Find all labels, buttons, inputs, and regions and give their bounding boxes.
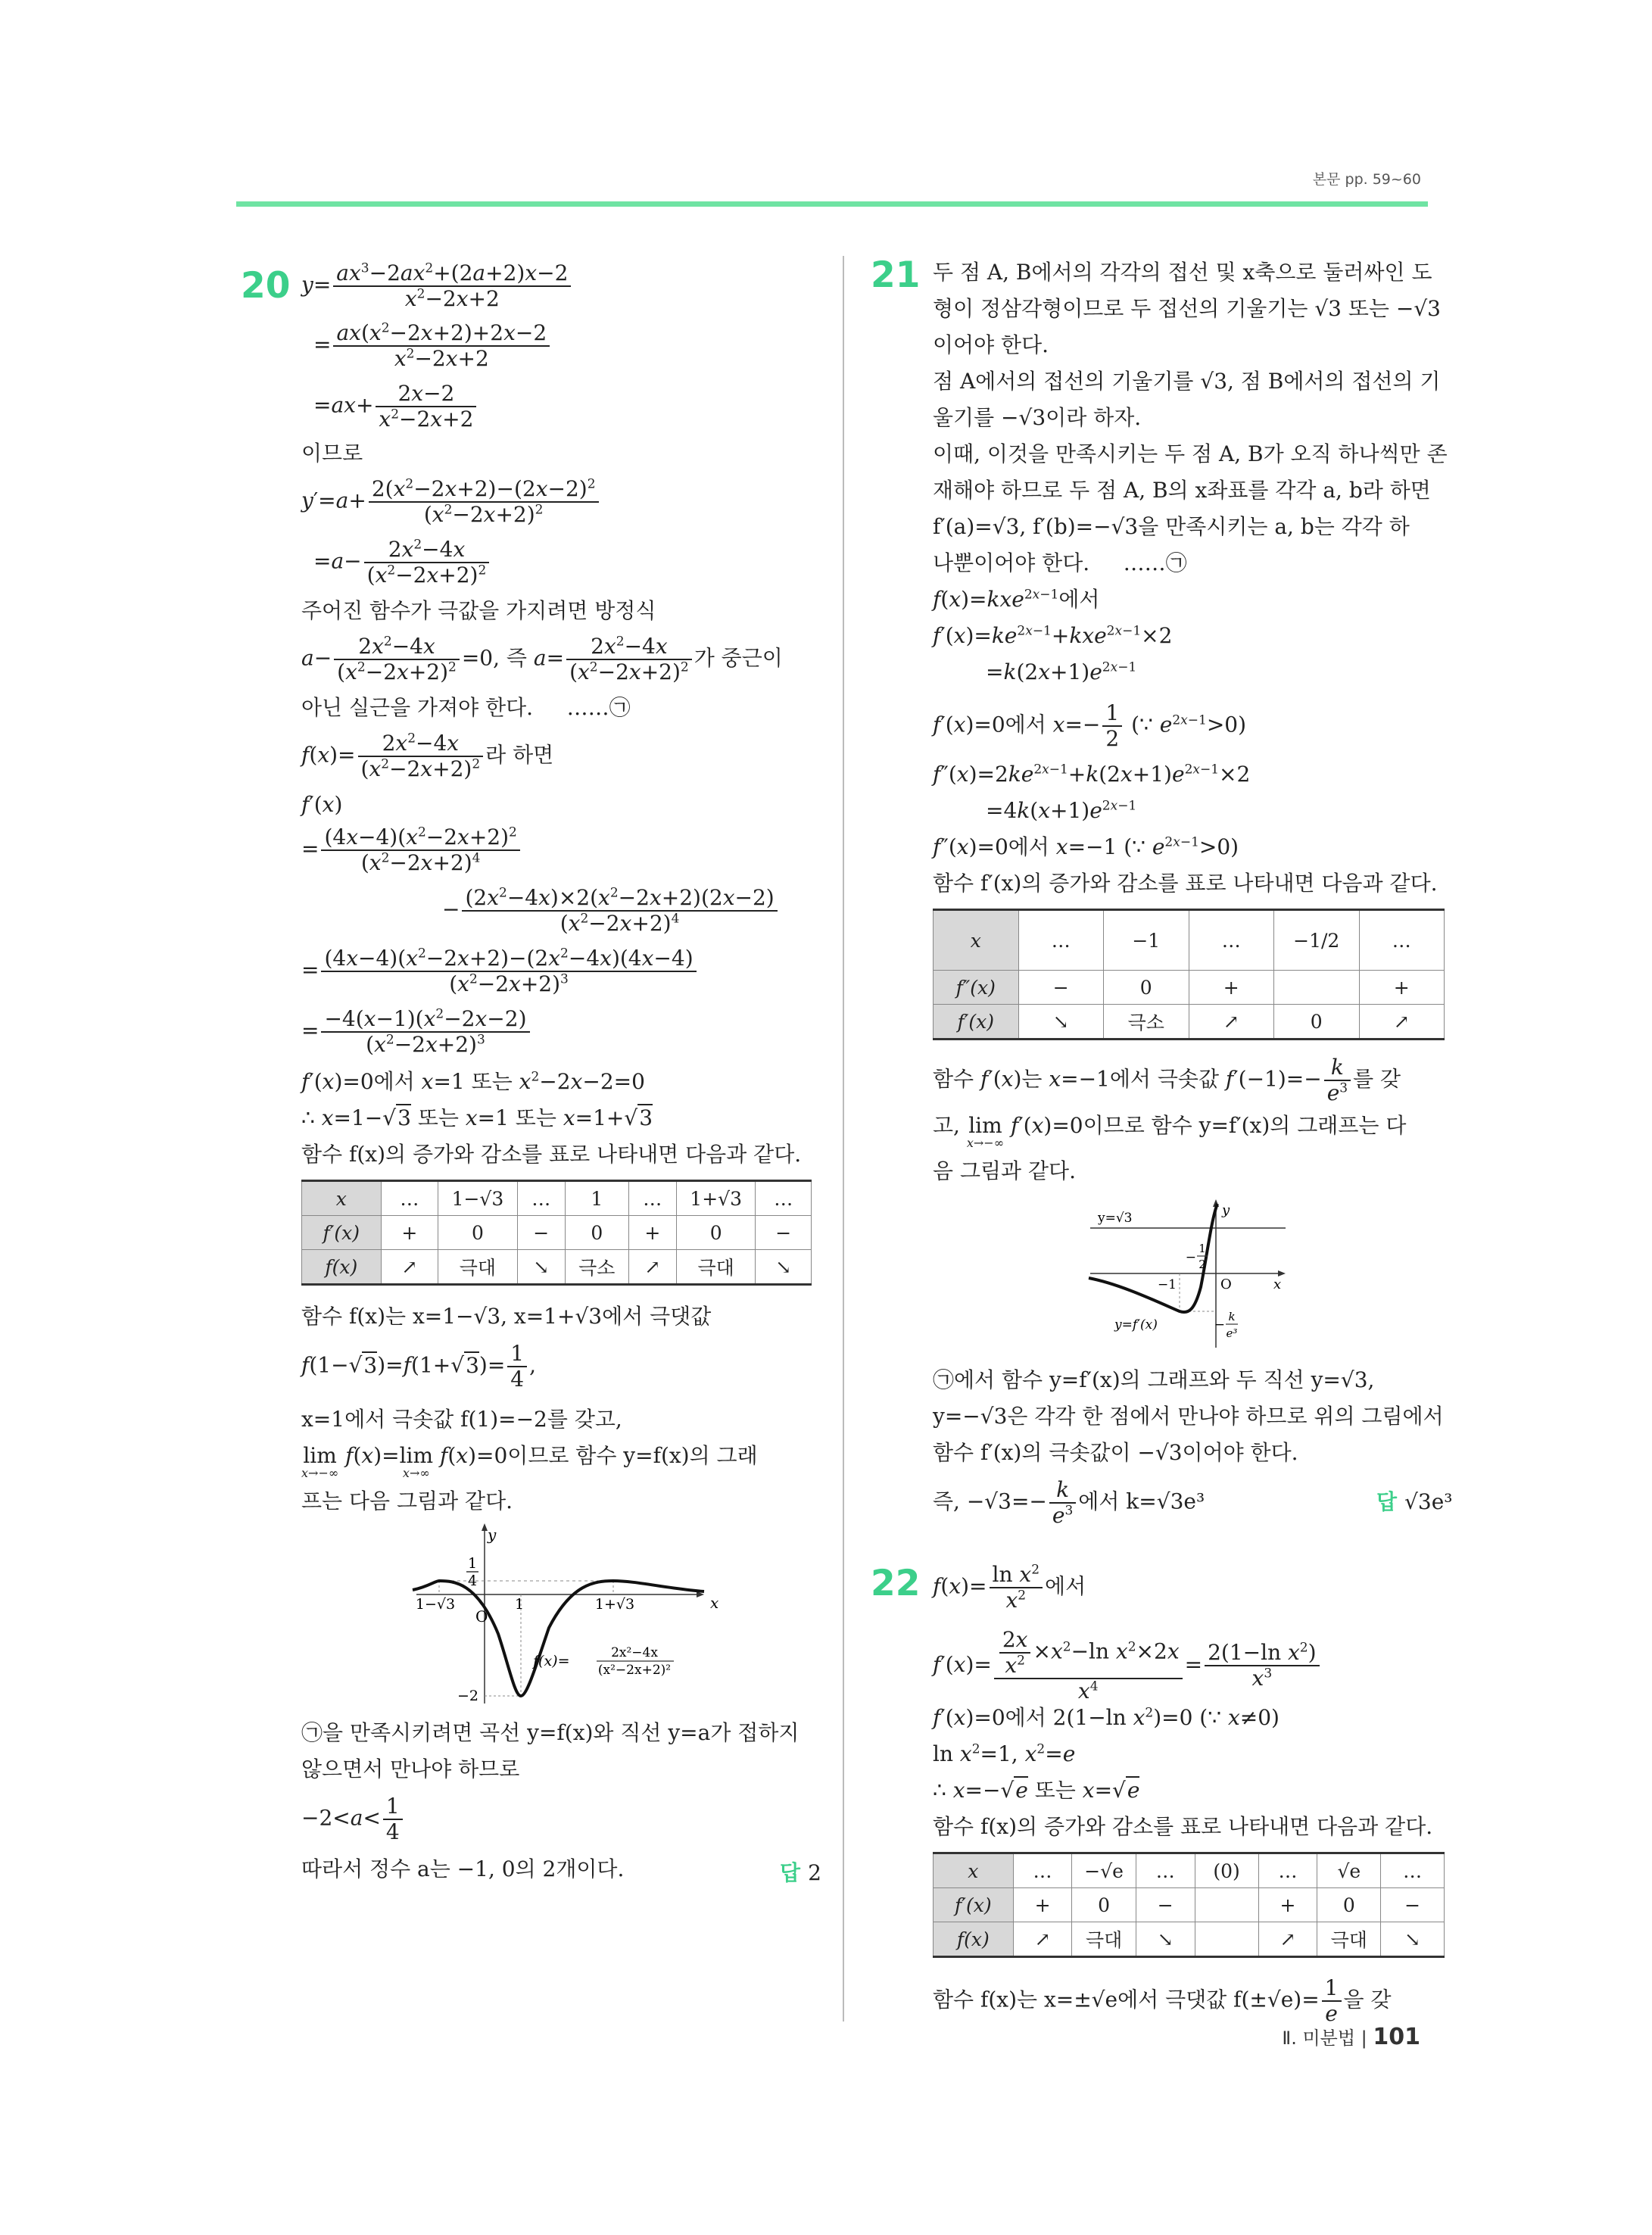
line-label: y=√3 xyxy=(1098,1211,1133,1226)
p20-text-fragment: 이므로 함수 y=f(x)의 그래 xyxy=(507,1443,758,1468)
table-cell: 극대 xyxy=(1072,1922,1136,1957)
y-tick-denominator: 4 xyxy=(467,1573,478,1589)
table-cell: … xyxy=(1359,910,1445,971)
p21-text-line: 음 그림과 같다. xyxy=(933,1158,1076,1183)
table-cell: ↗ xyxy=(1013,1922,1072,1957)
p21-eq7: f″(x)=0에서 x=−1 (∵ $e^{2x-1}>0$) xyxy=(933,834,1239,859)
table-cell xyxy=(1195,1888,1258,1922)
p20-eq8: f′(x) xyxy=(301,792,343,817)
x-axis-label: x xyxy=(710,1594,719,1612)
x-tick-neg1: −1 xyxy=(1157,1277,1177,1292)
p20-text-line: 함수 f(x)는 x=1−√3, x=1+√3에서 극댓값 xyxy=(301,1304,712,1329)
p20-text-line: 주어진 함수가 극값을 가지려면 방정식 xyxy=(301,598,656,623)
p21-text-line: 재해야 하므로 두 점 A, B의 x좌표를 각각 a, b라 하면 xyxy=(933,478,1431,503)
table-cell: … xyxy=(1013,1853,1072,1888)
column-divider xyxy=(843,256,844,2021)
p20-text-fragment: , 즉 xyxy=(493,645,527,671)
table-cell: ↘ xyxy=(1381,1922,1445,1957)
p21-eq8: 함수 f′(x)는 x=−1에서 극솟값 f′(−1)=− $\frac{k}{e^3}$ 를 갖 xyxy=(933,1055,1401,1106)
p20-text-fragment: 에서 xyxy=(373,1069,415,1094)
table-cell: … xyxy=(756,1181,812,1216)
p22-text-line: 함수 f(x)의 증가와 감소를 표로 나타내면 다음과 같다. xyxy=(933,1814,1433,1839)
p20-eq13: f′(x)=0에서 x=1 또는 $x^2-2x-2=0$ xyxy=(301,1069,645,1094)
p20-variation-table xyxy=(301,1180,812,1286)
table-cell: 0 xyxy=(676,1216,756,1250)
p21-text-line: 함수 f′(x)의 증가와 감소를 표로 나타내면 다음과 같다. xyxy=(933,871,1438,896)
p21-text-fragment: 에서 k=√3e³ xyxy=(1078,1488,1205,1514)
p22-eq6: 함수 f(x)는 x=±√e에서 극댓값 f(±√e)= $\frac{1}{e}$ 을 갖 xyxy=(933,1975,1392,2027)
table-cell: 0 xyxy=(1317,1888,1381,1922)
p20-eq15: f(1−√3)=f(1+√3)= $\frac{1}{4}$ , xyxy=(301,1341,537,1392)
p21-text-line: f′(a)=√3, f′(b)=−√3을 만족시키는 a, b는 각각 하 xyxy=(933,514,1410,539)
p22-eq4: $\ln x^2=1$, $x^2=e$ xyxy=(933,1741,1076,1766)
table-cell: + xyxy=(1013,1888,1072,1922)
y-axis-arrow-icon xyxy=(482,1523,488,1531)
table-cell: √e xyxy=(1317,1853,1381,1888)
p20-eq12: = $\frac{-4(x-1)(x^2-2x-2)}{(x^2-2x+2)^3}$ xyxy=(301,1007,532,1057)
p22-variation-table xyxy=(933,1852,1445,1958)
table-cell: ↘ xyxy=(517,1250,565,1285)
p21-text-fragment: 를 갖 xyxy=(1353,1066,1401,1092)
table-cell: − xyxy=(1136,1888,1195,1922)
p21-text-line: 이때, 이것을 만족시키는 두 점 A, B가 오직 하나씩만 존 xyxy=(933,441,1448,466)
table-cell: f′(x) xyxy=(302,1216,382,1250)
condition-mark: ……㉠ xyxy=(1123,550,1187,575)
table-cell: f(x) xyxy=(302,1250,382,1285)
p21-eq4: f′(x)=0에서 x=− $\frac{1}{2}$ (∵ $e^{2x-1}>0$) xyxy=(933,700,1247,752)
x-axis-arrow-icon xyxy=(1278,1270,1286,1276)
curve-label: y=f′(x) xyxy=(1114,1317,1158,1333)
p20-text-fragment: 라 하면 xyxy=(485,742,554,768)
p20-answer xyxy=(780,1856,821,1887)
p20-text-line: x=1에서 극솟값 f(1)=−2를 갖고, xyxy=(301,1407,622,1432)
p22-text-fragment: 을 갖 xyxy=(1343,1987,1392,2012)
p22-eq2: f′(x)= $\frac{2x}{x^2}$ $\times x^2-\ln$ $x^2\times 2x$ $x^4$ = $\frac{2(1-\ln x^2)}{x^3}$ xyxy=(933,1628,1322,1704)
min-label-denominator: e³ xyxy=(1226,1326,1238,1340)
p21-eq1: f(x)=kxe$^{2x-1}$에서 xyxy=(933,587,1100,612)
table-cell: + xyxy=(1258,1888,1317,1922)
table-cell: ↘ xyxy=(1018,1005,1104,1040)
p20-text-line: ㉠을 만족시키려면 곡선 y=f(x)와 직선 y=a가 접하지 xyxy=(301,1720,800,1745)
table-cell: … xyxy=(1018,910,1104,971)
p21-text-line: 이어야 한다. xyxy=(933,332,1049,357)
table-row xyxy=(934,1888,1445,1922)
table-cell: −√e xyxy=(1072,1853,1136,1888)
table-row xyxy=(302,1216,812,1250)
table-cell: 0 xyxy=(1274,1005,1360,1040)
table-row xyxy=(934,910,1445,971)
table-cell: … xyxy=(1189,910,1274,971)
p20-eq14: ∴ x=1−√3 또는 x=1 또는 x=1+√3 xyxy=(301,1105,653,1130)
table-cell: ↘ xyxy=(756,1250,812,1285)
y-tick-numerator: 1 xyxy=(467,1555,478,1572)
table-cell: −1 xyxy=(1104,910,1189,971)
p21-eq9: 고, lim x→−∞ f′(x)=0이므로 함수 y=f′(x)의 그래프는 다 xyxy=(933,1113,1407,1150)
table-cell: 0 xyxy=(1072,1888,1136,1922)
p21-text-line: 점 A에서의 접선의 기울기를 √3, 점 B에서의 접선의 기 xyxy=(933,369,1441,394)
table-cell: + xyxy=(628,1216,676,1250)
p22-text-fragment: 에서 xyxy=(1045,1573,1086,1599)
table-cell: − xyxy=(1381,1888,1445,1922)
table-row xyxy=(302,1250,812,1285)
p20-eq4: y′=a+ $\frac{2(x^2-2x+2)-(2x-2)^2}{(x^2-2x+2)^2}$ xyxy=(301,477,601,527)
x-tick-half-denominator: 2 xyxy=(1198,1258,1206,1271)
table-cell: x xyxy=(934,1853,1014,1888)
x-tick-half-numerator: 1 xyxy=(1198,1242,1206,1255)
p20-eq17: −2<a< $\frac{1}{4}$ xyxy=(301,1794,405,1844)
p21-eq3: $=k(2x+1)e^{2x-1}$ xyxy=(986,659,1137,684)
table-cell: … xyxy=(517,1181,565,1216)
table-cell: 1 xyxy=(565,1181,628,1216)
p20-text-fragment: 가 중근이 xyxy=(694,645,783,671)
p20-text-line: 따라서 정수 a는 −1, 0의 2개이다. xyxy=(301,1856,625,1881)
p21-text-line: ㉠에서 함수 y=f′(x)의 그래프와 두 직선 y=√3, xyxy=(933,1367,1375,1392)
table-cell: … xyxy=(1136,1853,1195,1888)
p21-text-line: 두 점 A, B에서의 각각의 접선 및 x축으로 둘러싸인 도 xyxy=(933,260,1432,285)
table-cell: 극대 xyxy=(1317,1922,1381,1957)
min-label-minus: − xyxy=(1214,1317,1225,1333)
p21-graph xyxy=(1083,1196,1302,1351)
y-axis-label: y xyxy=(1222,1202,1230,1218)
table-cell: 0 xyxy=(565,1216,628,1250)
table-row xyxy=(302,1181,812,1216)
page-number: 101 xyxy=(1373,2024,1420,2050)
table-cell: 극대 xyxy=(676,1250,756,1285)
p22-eq1: f(x)= $\frac{\ln x^2}{x^2}$ 에서 xyxy=(933,1562,1086,1613)
table-cell: f′(x) xyxy=(934,1005,1019,1040)
table-cell: f(x) xyxy=(934,1922,1014,1957)
x-tick-left: 1−√3 xyxy=(415,1596,456,1613)
p21-text-fragment: 즉, −√3=− xyxy=(933,1488,1047,1514)
p21-text-line: 형이 정삼각형이므로 두 접선의 기울기는 √3 또는 −√3 xyxy=(933,296,1441,321)
p20-text-line xyxy=(301,695,631,721)
x-tick-mid: 1 xyxy=(515,1596,525,1613)
table-cell: 0 xyxy=(438,1216,518,1250)
table-cell: 극대 xyxy=(438,1250,518,1285)
p20-text-line: 않으면서 만나야 하므로 xyxy=(301,1757,520,1781)
y-min-label: −2 xyxy=(457,1688,478,1704)
p20-eq1: y= $\frac{ax^3-2ax^2+(2a+2)x-2}{x^2-2x+2}$ xyxy=(301,261,573,311)
table-row xyxy=(934,1922,1445,1957)
condition-mark: ……㉠ xyxy=(566,695,631,720)
p20-eq6: a− $\frac{2x^2-4x}{(x^2-2x+2)^2}$ =0, 즉 a= $\frac{2x^2-4x}{(x^2-2x+2)^2}$ 가 중근이 xyxy=(301,634,783,685)
table-cell: … xyxy=(1258,1853,1317,1888)
x-tick-right: 1+√3 xyxy=(594,1596,635,1613)
p21-eq2: $f'(x)=ke^{2x-1}+kxe^{2x-1}\times 2$ xyxy=(933,623,1173,648)
p20-graph xyxy=(409,1522,719,1711)
table-cell: 극소 xyxy=(1104,1005,1189,1040)
y-axis-label: y xyxy=(488,1526,497,1544)
table-cell: −1/2 xyxy=(1274,910,1360,971)
table-cell: f″(x) xyxy=(934,971,1019,1005)
p21-answer xyxy=(1376,1485,1453,1516)
table-cell: ↗ xyxy=(628,1250,676,1285)
p21-eq10: 즉, −√3=− $\frac{k}{e^3}$ 에서 k=√3e³ xyxy=(933,1477,1205,1529)
p20-eq16: lim x→−∞ f(x)=lim x→∞ f(x)=0이므로 함수 y=f(x)의 그래 xyxy=(301,1443,758,1480)
p22-eq5: ∴ x=−√e 또는 x=√e xyxy=(933,1778,1140,1803)
table-row xyxy=(934,1853,1445,1888)
table-cell: f′(x) xyxy=(934,1888,1014,1922)
p22-eq3: f′(x)=0에서 2(1−ln $x^2)=0$ (∵ x≠0) xyxy=(933,1705,1280,1730)
table-cell xyxy=(1195,1922,1258,1957)
table-cell: − xyxy=(756,1216,812,1250)
p20-text-fragment: 또는 xyxy=(471,1069,513,1094)
table-cell: … xyxy=(1381,1853,1445,1888)
p20-eq5: =a− $\frac{2x^2-4x}{(x^2-2x+2)^2}$ xyxy=(313,538,491,588)
p20-eq10: − $\frac{(2x^2-4x)\times 2(x^2-2x+2)(2x-2)}{(x^2-2x+2)^4}$ xyxy=(442,886,780,936)
p20-eq2: = $\frac{ax(x^2-2x+2)+2x-2}{x^2-2x+2}$ xyxy=(313,321,552,371)
table-cell xyxy=(1274,971,1360,1005)
p21-eq6: $=4k(x+1)e^{2x-1}$ xyxy=(986,798,1137,823)
table-cell: ↗ xyxy=(1359,1005,1445,1040)
page-reference: 본문 pp. 59~60 xyxy=(1312,171,1421,188)
p20-eq9: = $\frac{(4x-4)(x^2-2x+2)^2}{(x^2-2x+2)^4}$ xyxy=(301,825,522,875)
p20-text-line: 함수 f(x)의 증가와 감소를 표로 나타내면 다음과 같다. xyxy=(301,1142,802,1167)
table-cell: ↗ xyxy=(381,1250,438,1285)
table-cell: x xyxy=(302,1181,382,1216)
table-cell: 극소 xyxy=(565,1250,628,1285)
p21-text-line: 함수 f′(x)의 극솟값이 −√3이어야 한다. xyxy=(933,1440,1298,1465)
min-label-numerator: k xyxy=(1228,1310,1236,1323)
table-cell: + xyxy=(1189,971,1274,1005)
table-cell: ↗ xyxy=(1189,1005,1274,1040)
p21-text-line: y=−√3은 각각 한 점에서 만나야 하므로 위의 그림에서 xyxy=(933,1404,1444,1429)
answer-tag: 답 xyxy=(1376,1489,1398,1514)
table-cell: ↗ xyxy=(1258,1922,1317,1957)
p21-text-fragment: 나뿐이어야 한다. xyxy=(933,550,1090,575)
p20-eq11: = $\frac{(4x-4)(x^2-2x+2)-(2x^2-4x)(4x-4)}{(x^2-2x+2)^3}$ xyxy=(301,946,699,996)
page-footer: Ⅱ. 미분법 | 101 xyxy=(1282,2024,1420,2050)
x-tick-half-minus: − xyxy=(1185,1250,1196,1265)
table-cell: … xyxy=(381,1181,438,1216)
p21-text-line xyxy=(933,550,1187,576)
p21-text-line: 울기를 −√3이라 하자. xyxy=(933,405,1142,430)
answer-value: 2 xyxy=(808,1860,821,1885)
p21-variation-table xyxy=(933,909,1445,1040)
table-cell: − xyxy=(1018,971,1104,1005)
p20-text-line: 이므로 xyxy=(301,441,363,466)
table-cell: 1+√3 xyxy=(676,1181,756,1216)
table-cell: + xyxy=(381,1216,438,1250)
x-axis-label: x xyxy=(1273,1276,1282,1292)
table-cell: … xyxy=(628,1181,676,1216)
table-cell: 0 xyxy=(1104,971,1189,1005)
table-row xyxy=(934,1005,1445,1040)
origin-label: O xyxy=(475,1607,488,1626)
curve-label-denominator: (x²−2x+2)² xyxy=(597,1663,672,1678)
p20-text-fragment: 아닌 실근을 가져야 한다. xyxy=(301,695,534,720)
header-rule xyxy=(236,201,1428,207)
table-cell: (0) xyxy=(1195,1853,1258,1888)
answer-tag: 답 xyxy=(780,1860,801,1885)
table-row xyxy=(934,971,1445,1005)
curve-label-numerator: 2x²−4x xyxy=(611,1645,658,1660)
table-cell: x xyxy=(934,910,1019,971)
chapter-label: Ⅱ. 미분법 xyxy=(1282,2028,1356,2049)
problem-number-22: 22 xyxy=(871,1563,921,1604)
p22-text-fragment: 함수 f(x)는 x=±√e에서 극댓값 f(±√e)= xyxy=(933,1987,1320,2012)
problem-number-20: 20 xyxy=(241,265,291,307)
p21-text-fragment: 이므로 함수 y=f′(x)의 그래프는 다 xyxy=(1083,1113,1407,1138)
curve-label: f(x)= xyxy=(533,1653,570,1669)
p21-eq5: $f''(x)=2ke^{2x-1}+k(2x+1)e^{2x-1}\times 2$ xyxy=(933,762,1251,787)
table-cell: 1−√3 xyxy=(438,1181,518,1216)
p20-text-line: 프는 다음 그림과 같다. xyxy=(301,1488,513,1513)
p20-eq7: f(x)= $\frac{2x^2-4x}{(x^2-2x+2)^2}$ 라 하면 xyxy=(301,731,554,782)
table-cell: + xyxy=(1359,971,1445,1005)
problem-number-21: 21 xyxy=(871,254,921,296)
table-cell: − xyxy=(517,1216,565,1250)
curve-f xyxy=(413,1581,704,1696)
origin-label: O xyxy=(1220,1276,1232,1292)
table-cell: ↘ xyxy=(1136,1922,1195,1957)
answer-value: √3e³ xyxy=(1404,1489,1453,1514)
p20-eq3: =ax+ $\frac{2x-2}{x^2-2x+2}$ xyxy=(313,382,478,432)
